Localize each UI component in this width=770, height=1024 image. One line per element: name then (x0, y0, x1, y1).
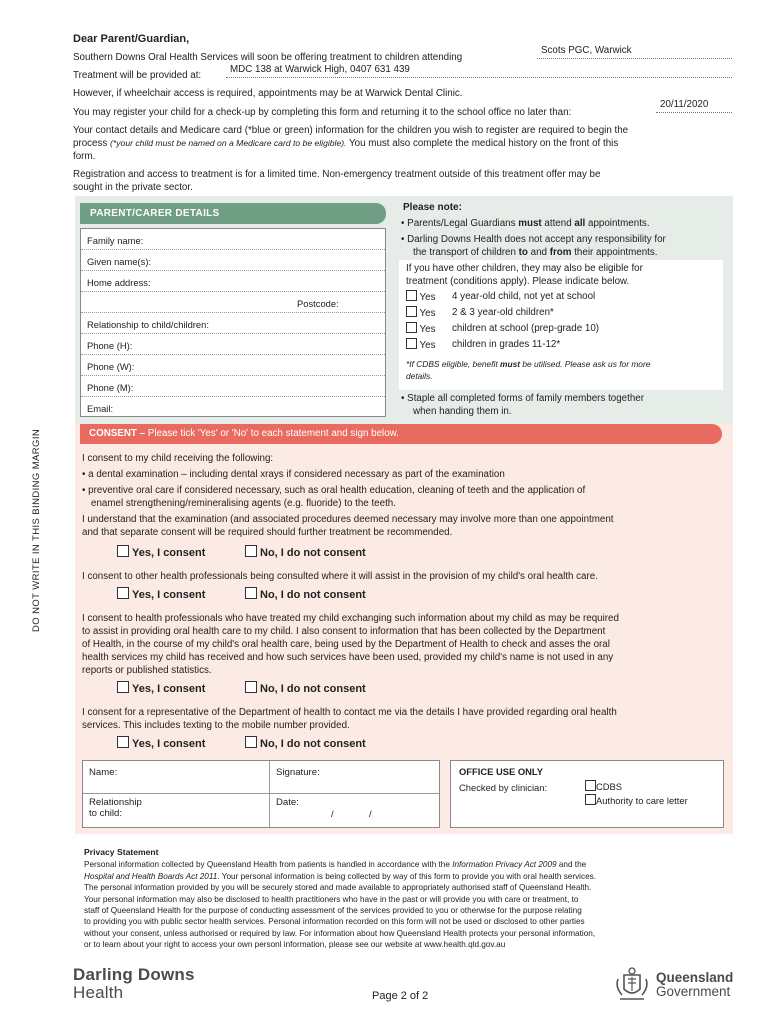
intro-line-3: However, if wheelchair access is required, appointments may be at Warwick Dental Clinic. (73, 88, 463, 99)
consent-statement-4: I consent for a representative of the Department of health to contact me via the details I have provided regarding oral health services. This includes texting to the mobile number provided. (82, 707, 617, 731)
consent-3-no[interactable]: No, I do not consent (245, 681, 366, 695)
relationship-to-child-field[interactable]: Relationship to child: (89, 797, 142, 819)
cdbs-note: *If CDBS eligible, benefit must be utilised. Please ask us for more details. (406, 359, 651, 381)
date-slash-1: / (331, 809, 334, 820)
contact-paragraph: Your contact details and Medicare card (*blue or green) information for the children you wish to register are required to begin the process (*your child must be named on a Medicare card to be eligible). You must also complete the medical history on the front of this form. (73, 125, 629, 162)
home-address-field[interactable]: Home address: (81, 271, 385, 292)
greeting: Dear Parent/Guardian, (73, 33, 190, 45)
checkbox[interactable] (245, 545, 257, 557)
qld-line-1: Queensland (656, 970, 734, 985)
consent-3-yes[interactable]: Yes, I consent (117, 681, 205, 695)
cdbs-option[interactable]: CDBS (585, 780, 622, 792)
consent-2-no[interactable]: No, I do not consent (245, 587, 366, 601)
intro-line-1: Southern Downs Oral Health Services will soon be offering treatment to children attending (73, 52, 463, 63)
treatment-location-field[interactable]: MDC 138 at Warwick High, 0407 631 439 (226, 65, 732, 78)
other-children-text: If you have other children, they may also be eligible for treatment (conditions apply). Please indicate below. (406, 263, 643, 287)
other-child-option-4[interactable]: Yes children in grades 11-12* (406, 338, 436, 352)
phone-work-field[interactable]: Phone (W): (81, 355, 385, 376)
office-use-heading: OFFICE USE ONLY (459, 766, 544, 777)
registration-paragraph: Registration and access to treatment is for a limited time. Non-emergency treatment outside of this treatment offer may be sought in the private sector. (73, 169, 601, 193)
please-note-heading: Please note: (403, 202, 462, 213)
signature-box (82, 760, 440, 828)
privacy-heading: Privacy Statement (84, 847, 159, 857)
note-bullet-1: • Parents/Legal Guardians must attend all appointments. (401, 218, 650, 229)
darling-downs-health-logo: Darling Downs Health (73, 965, 195, 1002)
checkbox[interactable] (117, 681, 129, 693)
consent-statement-1: I consent to my child receiving the following: • a dental examination – including dental xrays if considered necessary as part of the examination • preventive oral care if considered necessary, such as oral health education, cleaning of teeth and the application of enamel strengthening/remineralising agents (e.g. fluoride) to the teeth. I understand that the examination (and associated procedures deemed necessary may involve more than one appointment and that separate consent will be required should further treatment be recommended. (82, 453, 614, 538)
privacy-statement: Privacy Statement Personal information collected by Queensland Health from patients is handled in accordance with the Information Privacy Act 2009 and the Hospital and Health Boards Act 2011. Your personal information is being collected by way of this form to provide you with oral health services. The personal information provided by you will be securely stored and made available to appropriately authorised staff of Queensland Health. Your personal information may also be disclosed to health practitioners who have in the past or will provide you with care or treatment, to staff of Queensland Health for the purpose of conducting assessment of the services provided to you or otherwise for the purpose relating to providing you with public sector health services. Personal information recorded on this form will not be used or disclosed to other parties without your consent, unless authorised or required by law. For information about how Queensland Health protects your personal information, or to learn about your right to access your own personl information, please see our website at www.health.qld.gov.au (84, 847, 734, 951)
other-child-option-3[interactable]: Yes children at school (prep-grade 10) (406, 322, 436, 336)
crest-icon (612, 965, 652, 1005)
name-field[interactable]: Name: (89, 767, 118, 778)
checkbox[interactable] (406, 322, 417, 333)
binding-margin-text: DO NOT WRITE IN THIS BINDING MARGIN (31, 428, 42, 632)
relationship-field[interactable]: Relationship to child/children: (81, 313, 385, 334)
checkbox[interactable] (245, 736, 257, 748)
checkbox[interactable] (117, 587, 129, 599)
parent-details-form (80, 228, 386, 417)
consent-statement-3: I consent to health professionals who have treated my child exchanging such information about my child as may be required to assist in providing oral health care to my child. I also consent to information that has been collected by the Department of Health, in the course of my child's oral health care, being used by the Department of Health to check and asses the oral health services my child has received and how such services have been used, provided my child's name is not used in any reports or published statistics. (82, 613, 619, 676)
family-name-field[interactable]: Family name: (81, 229, 385, 250)
date-slash-2: / (369, 809, 372, 820)
consent-4-yes[interactable]: Yes, I consent (117, 736, 205, 750)
signature-field[interactable]: Signature: (276, 767, 320, 778)
intro-line-4: You may register your child for a check-up by completing this form and returning it to the school office no later than: (73, 107, 572, 118)
checkbox[interactable] (245, 587, 257, 599)
phone-mobile-field[interactable]: Phone (M): (81, 376, 385, 397)
consent-1-yes[interactable]: Yes, I consent (117, 545, 205, 559)
staple-note: • Staple all completed forms of family members together when handing them in. (401, 393, 645, 417)
consent-4-no[interactable]: No, I do not consent (245, 736, 366, 750)
page-number: Page 2 of 2 (372, 990, 429, 1002)
other-child-option-1[interactable]: Yes 4 year-old child, not yet at school (406, 290, 436, 304)
deadline-date-field[interactable]: 20/11/2020 (656, 100, 732, 113)
qld-line-2: Government (656, 984, 731, 999)
checkbox[interactable] (117, 736, 129, 748)
checked-by-clinician: Checked by clinician: (459, 782, 548, 793)
given-names-field[interactable]: Given name(s): (81, 250, 385, 271)
phone-home-field[interactable]: Phone (H): (81, 334, 385, 355)
consent-heading: CONSENT – Please tick 'Yes' or 'No' to each statement and sign below. (80, 424, 722, 444)
binding-margin (31, 400, 45, 632)
school-name-field[interactable]: Scots PGC, Warwick (537, 46, 732, 59)
checkbox[interactable] (117, 545, 129, 557)
consent-1-no[interactable]: No, I do not consent (245, 545, 366, 559)
authority-option[interactable]: Authority to care letter (585, 794, 688, 806)
consent-statement-2: I consent to other health professionals being consulted where it will assist in the provision of my child's oral health care. (82, 571, 598, 582)
checkbox[interactable] (245, 681, 257, 693)
checkbox[interactable] (585, 780, 596, 791)
checkbox[interactable] (585, 794, 596, 805)
queensland-government-logo (612, 965, 736, 1005)
email-field[interactable]: Email: (87, 403, 114, 414)
postcode-label: Postcode: (297, 298, 339, 309)
consent-2-yes[interactable]: Yes, I consent (117, 587, 205, 601)
parent-details-heading: PARENT/CARER DETAILS (80, 203, 386, 224)
checkbox[interactable] (406, 306, 417, 317)
checkbox[interactable] (406, 338, 417, 349)
note-bullet-2: • Darling Downs Health does not accept any responsibility for the transport of children to and from their appointments. (401, 234, 666, 258)
intro-line-2: Treatment will be provided at: (73, 70, 202, 81)
postcode-row[interactable] (81, 292, 385, 313)
other-child-option-2[interactable]: Yes 2 & 3 year-old children* (406, 306, 436, 320)
other-children-box (399, 260, 723, 390)
checkbox[interactable] (406, 290, 417, 301)
date-field[interactable]: Date: (276, 797, 299, 808)
office-use-box (450, 760, 724, 828)
